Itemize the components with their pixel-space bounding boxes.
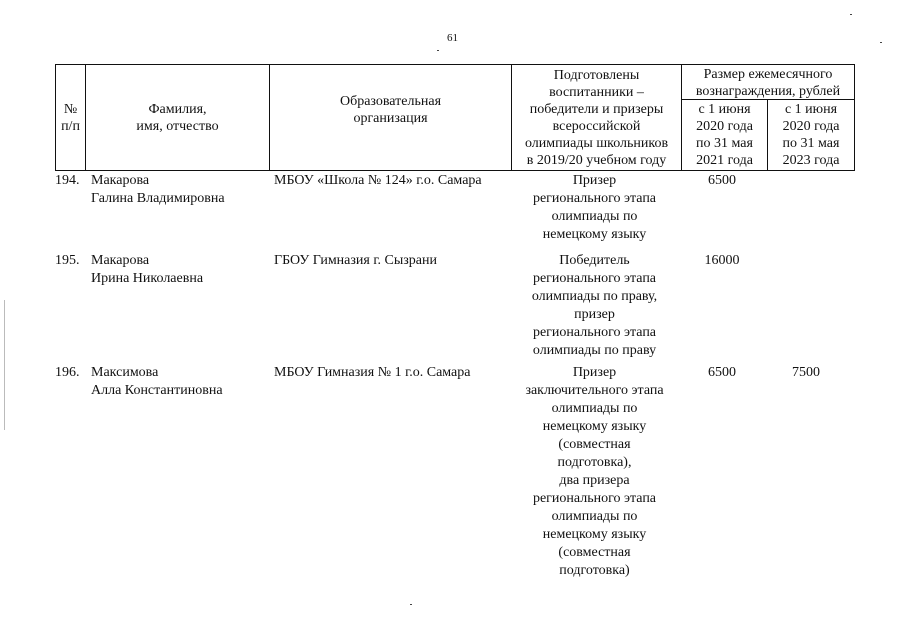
achievement-line: (совместная <box>558 437 631 452</box>
achievement-line: олимпиады по <box>551 401 638 416</box>
award-amount-2023: 7500 <box>792 365 820 380</box>
award-amount-2021: 16000 <box>704 253 740 268</box>
person-given-names: Галина Владимировна <box>91 191 225 206</box>
header-period-1-line-4: 2021 года <box>696 153 753 168</box>
achievement-line: олимпиады по праву <box>532 343 657 358</box>
achievement-line: немецкому языку <box>542 227 647 242</box>
achievement-line: немецкому языку <box>542 419 647 434</box>
award-amount-2021: 6500 <box>708 173 736 188</box>
header-achievement-line-2: воспитанники – <box>549 85 644 100</box>
header-period-2-line-1: с 1 июня <box>784 102 838 117</box>
header-period-1-line-1: с 1 июня <box>698 102 751 117</box>
achievement <box>513 172 676 244</box>
person-name <box>91 252 276 288</box>
person-name <box>91 364 276 400</box>
header-achievement-line-3: победители и призеры <box>529 102 664 117</box>
header-period-2-line-4: 2023 года <box>782 153 840 168</box>
header-right-border <box>854 64 855 171</box>
header-period-1-line-3: по 31 мая <box>696 136 753 151</box>
achievement-line: призер <box>574 307 615 322</box>
header-fio-line-1: Фамилия, <box>148 102 207 117</box>
achievement <box>513 364 676 580</box>
achievement-line: подготовка) <box>559 563 630 578</box>
header-org-line-2: организация <box>353 111 428 126</box>
scan-speck <box>410 604 412 605</box>
achievement-line: заключительного этапа <box>525 383 664 398</box>
achievement-line: регионального этапа <box>532 271 657 286</box>
scan-speck <box>850 14 852 15</box>
organization: МБОУ «Школа № 124» г.о. Самара <box>274 173 482 188</box>
header-num-line-1: № <box>63 102 78 117</box>
header-org <box>270 93 511 127</box>
achievement-line: подготовка), <box>557 455 632 470</box>
award-amount-2021: 6500 <box>708 365 736 380</box>
achievement-line: Призер <box>572 173 617 188</box>
achievement <box>513 252 676 360</box>
scan-edge-mark <box>4 300 5 430</box>
header-achievement-line-6: в 2019/20 учебном году <box>526 153 667 168</box>
header-org-line-1: Образовательная <box>339 94 442 109</box>
person-given-names: Алла Константиновна <box>91 383 223 398</box>
header-period-2-line-3: по 31 мая <box>782 136 840 151</box>
achievement-line: два призера <box>559 473 630 488</box>
person-given-names: Ирина Николаевна <box>91 271 204 286</box>
achievement-line: регионального этапа <box>532 191 657 206</box>
header-num <box>56 101 85 135</box>
achievement-line: олимпиады по <box>551 509 638 524</box>
person-surname: Макарова <box>91 173 150 188</box>
achievement-line: регионального этапа <box>532 325 657 340</box>
person-surname: Макарова <box>91 253 150 268</box>
achievement-line: немецкому языку <box>542 527 647 542</box>
scan-speck <box>437 50 439 51</box>
achievement-line: (совместная <box>558 545 631 560</box>
header-fio-line-2: имя, отчество <box>136 119 219 134</box>
header-period-2-line-2: 2020 года <box>782 119 840 134</box>
row-number: 195. <box>55 253 80 268</box>
header-award-group-line-1: Размер ежемесячного <box>703 67 833 82</box>
header-achievement-line-4: всероссийской <box>552 119 641 134</box>
header-achievement <box>512 67 681 169</box>
row-number: 196. <box>55 365 80 380</box>
header-bottom-border <box>55 170 855 171</box>
header-award-group-line-2: вознаграждения, рублей <box>695 84 841 99</box>
header-period-1 <box>682 101 767 169</box>
header-fio <box>86 101 269 135</box>
header-num-line-2: п/п <box>61 119 80 134</box>
scan-speck <box>880 42 882 43</box>
page-number: 61 <box>447 32 458 44</box>
header-award-group <box>682 66 854 100</box>
achievement-line: Призер <box>572 365 617 380</box>
header-period-2 <box>768 101 854 169</box>
header-period-1-line-2: 2020 года <box>696 119 753 134</box>
header-achievement-line-1: Подготовлены <box>553 68 640 83</box>
achievement-line: Победитель <box>559 253 630 268</box>
header-achievement-line-5: олимпиады школьников <box>524 136 669 151</box>
achievement-line: регионального этапа <box>532 491 657 506</box>
header-top-border <box>55 64 855 65</box>
person-surname: Максимова <box>91 365 159 380</box>
person-name <box>91 172 276 208</box>
achievement-line: олимпиады по <box>551 209 638 224</box>
organization: ГБОУ Гимназия г. Сызрани <box>274 253 437 268</box>
row-number: 194. <box>55 173 80 188</box>
organization: МБОУ Гимназия № 1 г.о. Самара <box>274 365 471 380</box>
achievement-line: олимпиады по праву, <box>531 289 658 304</box>
